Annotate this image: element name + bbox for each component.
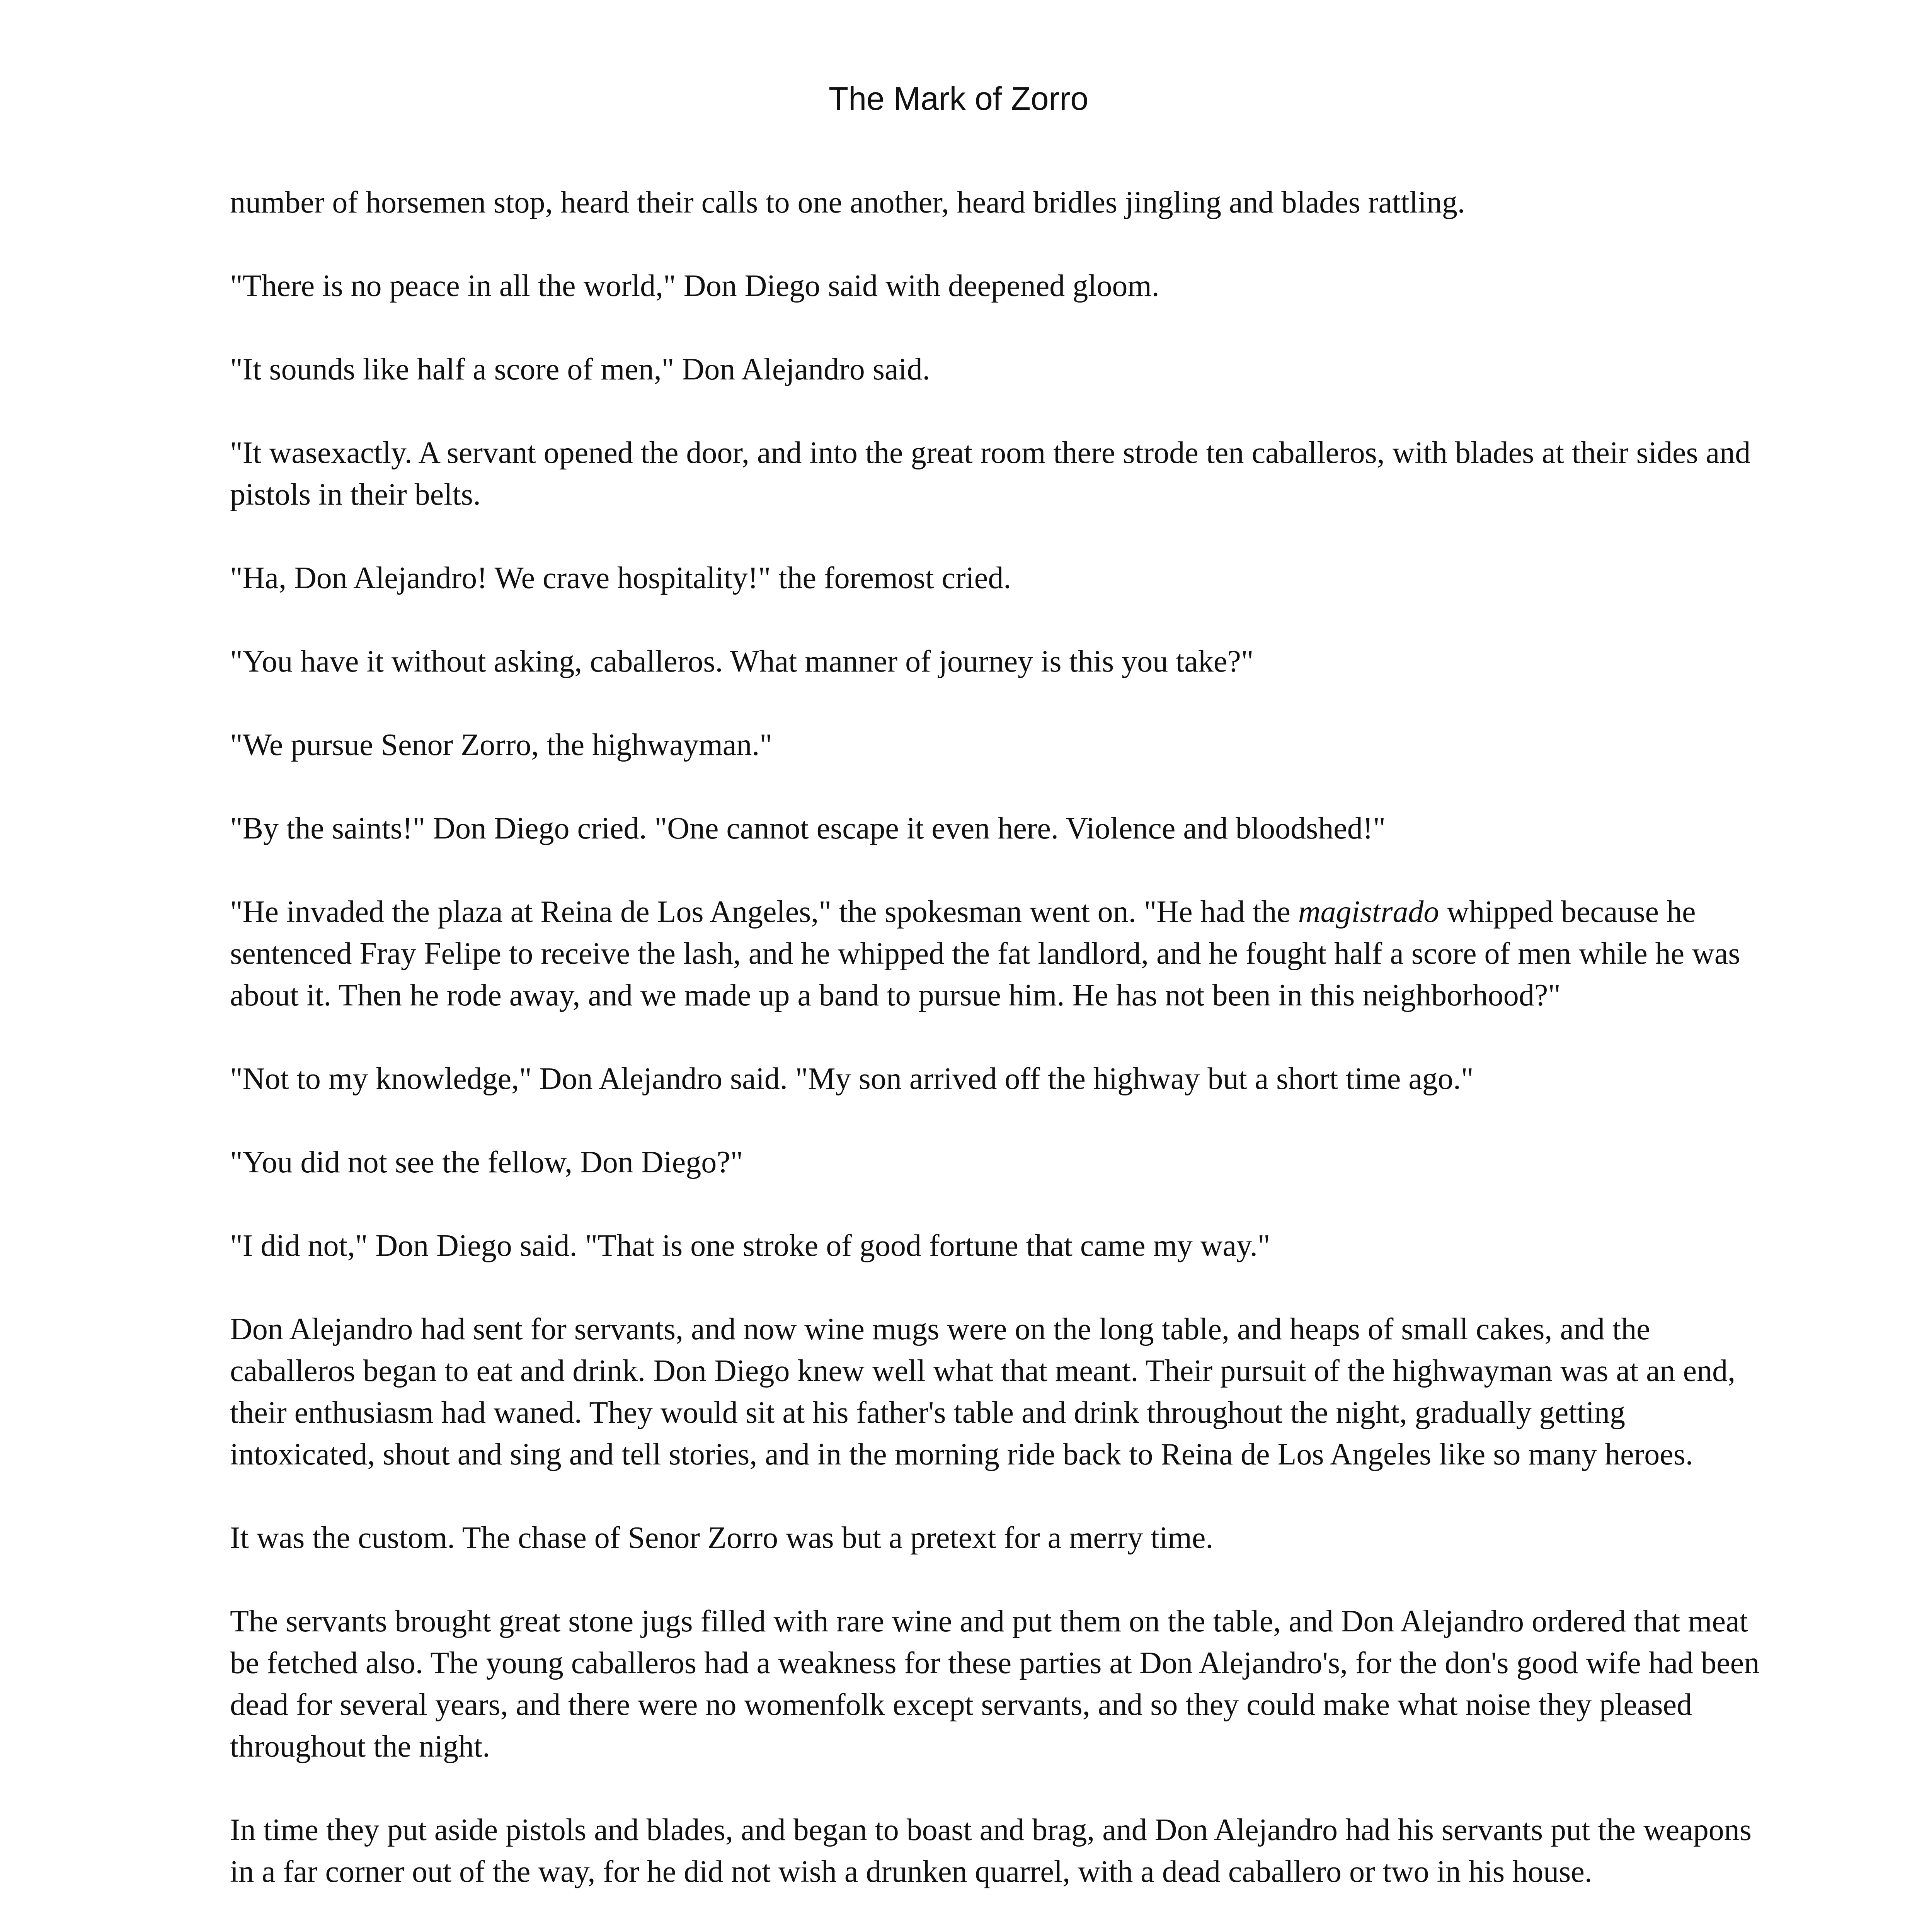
paragraph: "It wasexactly. A servant opened the door, and into the great room there strode ten caballeros, with blades at their sides and pistols in their belts.	[230, 436, 1751, 512]
paragraph: It was the custom. The chase of Senor Zorro was but a pretext for a merry time.	[230, 1521, 1214, 1555]
paragraph-text-after-italic: whipped because he sentenced Fray Felipe to receive the lash, and he whipped the fat landlord, and he fought half a score of men while he was about it. Then he rode away, and we made up a band to pursue him. He has not been in this neighborhood?"	[230, 895, 1740, 1012]
paragraph: The servants brought great stone jugs filled with rare wine and put them on the table, and Don Alejandro ordered that meat be fetched also. The young caballeros had a weakness for these parties at Don Alejandro's, for the don's good wife had been dead for several years, and there were no womenfolk except servants, and so they could make what noise they pleased throughout the night.	[230, 1604, 1760, 1764]
paragraph: "By the saints!" Don Diego cried. "One cannot escape it even here. Violence and bloodshed!"	[230, 811, 1386, 845]
paragraph: "Ha, Don Alejandro! We crave hospitality!" the foremost cried.	[230, 561, 1011, 595]
paragraph: "You did not see the fellow, Don Diego?"	[230, 1145, 743, 1179]
paragraph: "I did not," Don Diego said. "That is one stroke of good fortune that came my way."	[230, 1229, 1270, 1263]
italic-term: magistrado	[1298, 895, 1439, 929]
running-header-title: The Mark of Zorro	[828, 80, 1089, 117]
paragraph: "Not to my knowledge," Don Alejandro said. "My son arrived off the highway but a short time ago."	[230, 1062, 1474, 1096]
page-body	[230, 182, 1770, 1932]
paragraph: "There is no peace in all the world," Don Diego said with deepened gloom.	[230, 269, 1159, 303]
paragraph: In time they put aside pistols and blades, and began to boast and brag, and Don Alejandro had his servants put the weapons in a far corner out of the way, for he did not wish a drunken quarrel, with a dead caballero or two in his house.	[230, 1813, 1752, 1889]
paragraph: "We pursue Senor Zorro, the highwayman."	[230, 728, 772, 762]
paragraph: "It sounds like half a score of men," Don Alejandro said.	[230, 352, 930, 386]
paragraph: number of horsemen stop, heard their calls to one another, heard bridles jingling and blades rattling.	[230, 185, 1465, 219]
paragraph: "You have it without asking, caballeros. What manner of journey is this you take?"	[230, 645, 1254, 679]
paragraph-text-before-italic: "He invaded the plaza at Reina de Los Angeles," the spokesman went on. "He had the	[230, 895, 1298, 929]
paragraph: Don Alejandro had sent for servants, and now wine mugs were on the long table, and heaps of small cakes, and the caballeros began to eat and drink. Don Diego knew well what that meant. Their pursuit of the highwayman was at an end, their enthusiasm had waned. They would sit at his father's table and drink throughout the night, gradually getting intoxicated, shout and sing and tell stories, and in the morning ride back to Reina de Los Angeles like so many heroes.	[230, 1312, 1736, 1471]
paragraph-with-italic	[230, 891, 1770, 1016]
